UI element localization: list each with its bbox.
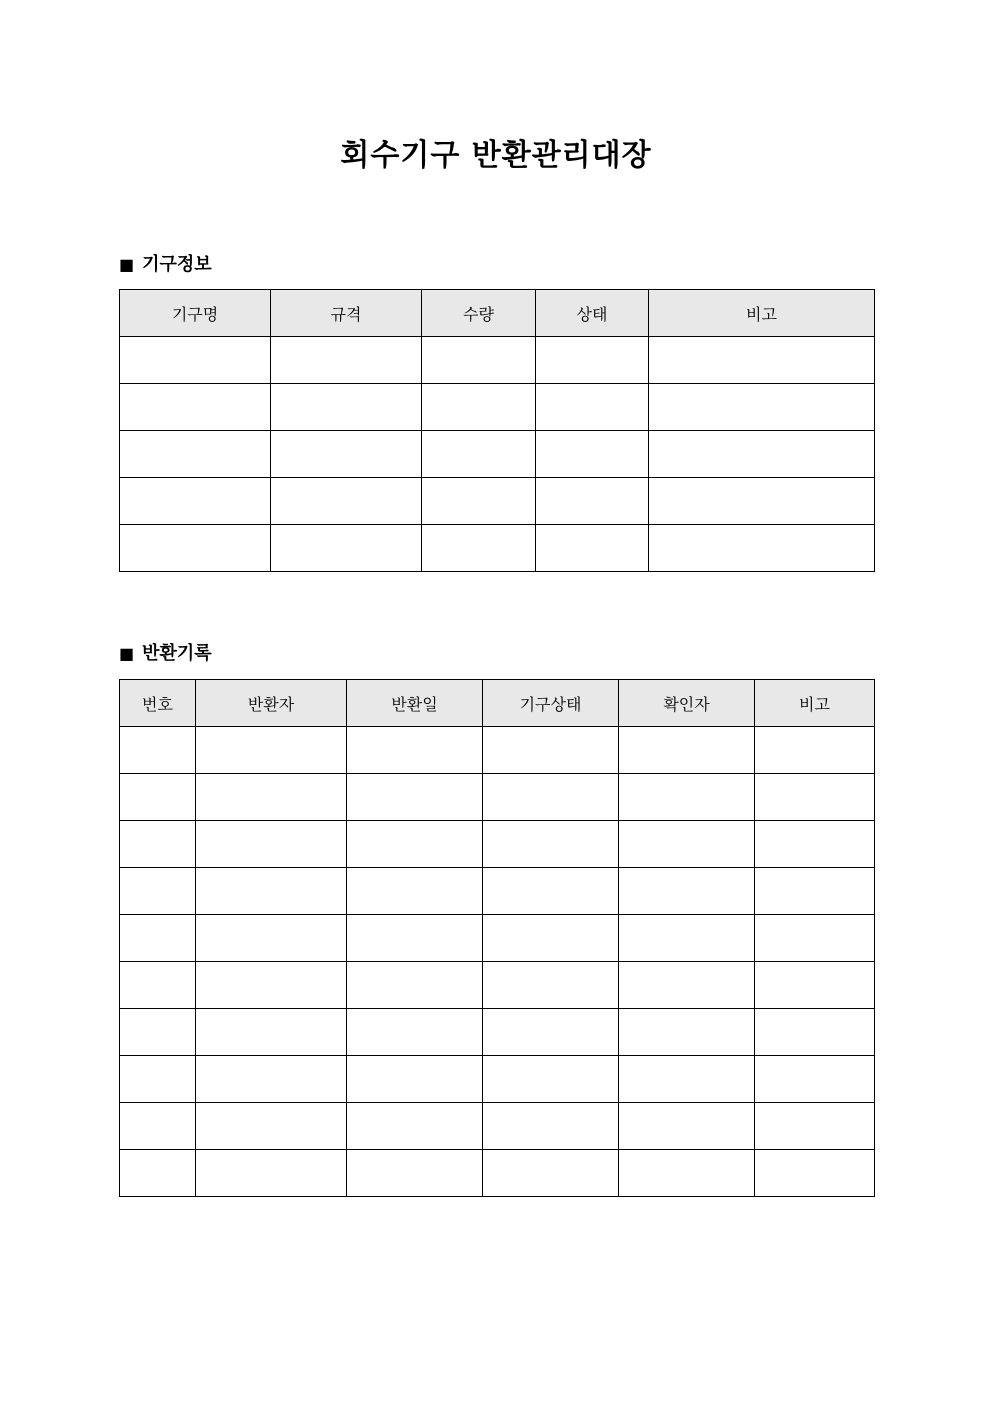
table-cell[interactable] — [120, 1056, 196, 1103]
table-cell[interactable] — [422, 478, 536, 525]
table-cell[interactable] — [483, 915, 619, 962]
table-cell[interactable] — [755, 962, 875, 1009]
table-row — [120, 821, 875, 868]
table-cell[interactable] — [755, 774, 875, 821]
table-cell[interactable] — [649, 431, 875, 478]
table-cell[interactable] — [483, 727, 619, 774]
equipment-info-table — [119, 289, 875, 572]
table-cell[interactable] — [347, 1056, 483, 1103]
table-cell[interactable] — [619, 1009, 755, 1056]
equipment-info-heading — [119, 253, 212, 277]
table-row — [120, 774, 875, 821]
table-cell[interactable] — [422, 525, 536, 572]
return-record-heading — [119, 642, 212, 666]
table-cell[interactable] — [196, 1150, 347, 1197]
table-cell[interactable] — [619, 915, 755, 962]
table-cell[interactable] — [196, 1009, 347, 1056]
table-cell[interactable] — [755, 915, 875, 962]
column-header-returner: 반환자 — [196, 680, 347, 727]
table-cell[interactable] — [196, 962, 347, 1009]
table-cell[interactable] — [483, 1056, 619, 1103]
table-cell[interactable] — [483, 774, 619, 821]
table-row — [120, 478, 875, 525]
table-cell[interactable] — [619, 1150, 755, 1197]
column-header-equipment-condition: 기구상태 — [483, 680, 619, 727]
table-cell[interactable] — [755, 1056, 875, 1103]
table-cell[interactable] — [536, 525, 649, 572]
table-cell[interactable] — [422, 337, 536, 384]
table-cell[interactable] — [422, 431, 536, 478]
page-title: 회수기구 반환관리대장 — [340, 138, 652, 173]
table-cell[interactable] — [271, 337, 422, 384]
table-cell[interactable] — [271, 478, 422, 525]
equipment-info-heading-label: 기구정보 — [142, 254, 212, 275]
column-header-remarks: 비고 — [755, 680, 875, 727]
column-header-return-date: 반환일 — [347, 680, 483, 727]
table-cell[interactable] — [271, 525, 422, 572]
table-cell[interactable] — [422, 384, 536, 431]
table-row — [120, 727, 875, 774]
table-cell[interactable] — [649, 478, 875, 525]
table-cell[interactable] — [347, 1103, 483, 1150]
table-cell[interactable] — [755, 1150, 875, 1197]
table-cell[interactable] — [536, 431, 649, 478]
table-cell[interactable] — [347, 1009, 483, 1056]
table-row — [120, 431, 875, 478]
column-header-condition: 상태 — [536, 290, 649, 337]
table-cell[interactable] — [120, 525, 271, 572]
table-cell[interactable] — [483, 868, 619, 915]
table-header-row — [120, 290, 875, 337]
column-header-number: 번호 — [120, 680, 196, 727]
table-cell[interactable] — [755, 727, 875, 774]
table-cell[interactable] — [196, 915, 347, 962]
table-cell[interactable] — [347, 774, 483, 821]
table-row — [120, 868, 875, 915]
table-cell[interactable] — [347, 821, 483, 868]
table-cell[interactable] — [120, 478, 271, 525]
table-row — [120, 962, 875, 1009]
table-cell[interactable] — [649, 525, 875, 572]
table-cell[interactable] — [347, 727, 483, 774]
table-row — [120, 1056, 875, 1103]
table-cell[interactable] — [755, 868, 875, 915]
table-header-row — [120, 680, 875, 727]
table-cell[interactable] — [619, 1056, 755, 1103]
table-row — [120, 1009, 875, 1056]
table-cell[interactable] — [619, 868, 755, 915]
table-cell[interactable] — [536, 337, 649, 384]
column-header-equipment-name: 기구명 — [120, 290, 271, 337]
table-cell[interactable] — [196, 1056, 347, 1103]
table-cell[interactable] — [755, 1103, 875, 1150]
table-cell[interactable] — [536, 478, 649, 525]
square-bullet-icon: ■ — [119, 255, 135, 274]
table-cell[interactable] — [483, 1150, 619, 1197]
table-cell[interactable] — [347, 868, 483, 915]
table-cell[interactable] — [120, 821, 196, 868]
table-cell[interactable] — [347, 1150, 483, 1197]
table-cell[interactable] — [619, 962, 755, 1009]
table-cell[interactable] — [619, 1103, 755, 1150]
table-row — [120, 915, 875, 962]
table-cell[interactable] — [619, 774, 755, 821]
table-row — [120, 1150, 875, 1197]
table-row — [120, 1103, 875, 1150]
table-cell[interactable] — [196, 1103, 347, 1150]
column-header-remarks: 비고 — [649, 290, 875, 337]
column-header-specification: 규격 — [271, 290, 422, 337]
table-cell[interactable] — [755, 821, 875, 868]
table-cell[interactable] — [483, 821, 619, 868]
square-bullet-icon: ■ — [119, 644, 135, 663]
table-cell[interactable] — [271, 384, 422, 431]
table-cell[interactable] — [347, 915, 483, 962]
table-cell[interactable] — [755, 1009, 875, 1056]
table-cell[interactable] — [619, 727, 755, 774]
table-row — [120, 337, 875, 384]
column-header-quantity: 수량 — [422, 290, 536, 337]
table-cell[interactable] — [120, 431, 271, 478]
table-row — [120, 384, 875, 431]
table-cell[interactable] — [649, 384, 875, 431]
table-cell[interactable] — [347, 962, 483, 1009]
table-cell[interactable] — [536, 384, 649, 431]
table-row — [120, 525, 875, 572]
table-cell[interactable] — [483, 1103, 619, 1150]
table-cell[interactable] — [196, 821, 347, 868]
table-cell[interactable] — [196, 727, 347, 774]
table-cell[interactable] — [619, 821, 755, 868]
table-cell[interactable] — [120, 384, 271, 431]
table-cell[interactable] — [271, 431, 422, 478]
return-record-table — [119, 679, 875, 1197]
table-cell[interactable] — [483, 1009, 619, 1056]
table-cell[interactable] — [120, 774, 196, 821]
column-header-confirmer: 확인자 — [619, 680, 755, 727]
table-cell[interactable] — [196, 868, 347, 915]
table-cell[interactable] — [120, 962, 196, 1009]
table-cell[interactable] — [120, 1009, 196, 1056]
table-cell[interactable] — [120, 868, 196, 915]
table-cell[interactable] — [120, 727, 196, 774]
table-cell[interactable] — [120, 915, 196, 962]
table-cell[interactable] — [483, 962, 619, 1009]
return-record-heading-label: 반환기록 — [142, 643, 212, 664]
table-cell[interactable] — [120, 337, 271, 384]
table-cell[interactable] — [120, 1150, 196, 1197]
table-cell[interactable] — [196, 774, 347, 821]
table-cell[interactable] — [120, 1103, 196, 1150]
table-cell[interactable] — [649, 337, 875, 384]
